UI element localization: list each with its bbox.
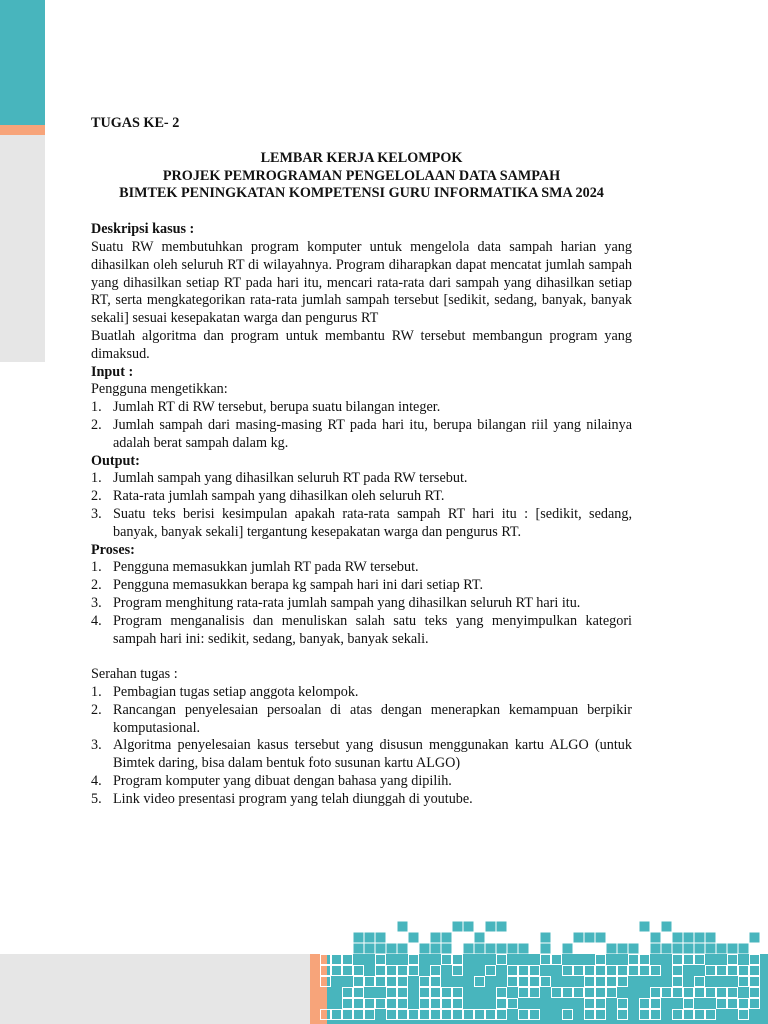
list-item-text: Jumlah sampah yang dihasilkan seluruh RT pada RW tersebut. bbox=[113, 470, 468, 487]
assignment-number: TUGAS KE- 2 bbox=[91, 115, 180, 131]
list-number: 2. bbox=[91, 701, 102, 718]
list-item bbox=[91, 684, 632, 702]
list-item bbox=[91, 791, 632, 809]
list-item-text: Jumlah RT di RW tersebut, berupa suatu bilangan integer. bbox=[113, 399, 441, 416]
left-teal-bar bbox=[0, 0, 45, 125]
list-item bbox=[91, 613, 632, 649]
input-list bbox=[91, 399, 632, 452]
list-number: 5. bbox=[91, 790, 102, 807]
bottom-gray-band bbox=[0, 954, 310, 1024]
list-number: 3. bbox=[91, 737, 102, 754]
deskripsi-paragraph-2: Buatlah algoritma dan program untuk membantu RW tersebut membangun program yang dimaksud. bbox=[91, 327, 632, 362]
list-item bbox=[91, 506, 632, 542]
proses-list bbox=[91, 559, 632, 648]
worksheet-title-block bbox=[91, 150, 632, 203]
list-item-text: Algoritma penyelesaian kasus tersebut yang disusun menggunakan kartu ALGO (untuk Bimtek daring, bisa dalam bentuk foto susunan kartu ALGO) bbox=[113, 737, 632, 772]
list-item bbox=[91, 773, 632, 791]
pixel-mosaic-decoration bbox=[320, 910, 768, 1024]
list-number: 2. bbox=[91, 577, 102, 594]
deskripsi-paragraph-1: Suatu RW membutuhkan program komputer untuk mengelola data sampah harian yang dihasilkan oleh seluruh RT di wilayahnya. Program diharapkan dapat mencatat jumlah sampah yang dihasilkan setiap RT pada hari itu, mencari rata-rata dari sampah yang dihasilkan setiap RT, serta mengkategorikan rata-rata jumlah sampah tersebut [sedikit, sedang, banyak, banyak sekali] sesuai kesepakatan warga dan pengurus RT bbox=[91, 238, 632, 327]
deskripsi-heading: Deskripsi kasus : bbox=[91, 221, 195, 238]
list-number: 4. bbox=[91, 612, 102, 629]
list-item bbox=[91, 737, 632, 773]
list-number: 1. bbox=[91, 683, 102, 700]
list-number: 2. bbox=[91, 488, 102, 505]
list-item-text: Program komputer yang dibuat dengan bahasa yang dipilih. bbox=[113, 772, 452, 789]
list-number: 3. bbox=[91, 505, 102, 522]
list-item-text: Pembagian tugas setiap anggota kelompok. bbox=[113, 683, 359, 700]
list-number: 3. bbox=[91, 594, 102, 611]
list-item bbox=[91, 559, 632, 577]
list-item bbox=[91, 595, 632, 613]
list-item bbox=[91, 399, 632, 417]
list-item-text: Rancangan penyelesaian persoalan di atas dengan menerapkan kemampuan berpikir komputasional. bbox=[113, 701, 632, 736]
left-orange-stripe bbox=[0, 125, 45, 135]
worksheet-title-line-1: LEMBAR KERJA KELOMPOK bbox=[260, 149, 463, 166]
list-number: 2. bbox=[91, 416, 102, 433]
list-item-text: Link video presentasi program yang telah diunggah di youtube. bbox=[113, 790, 473, 807]
worksheet-title-line-2: PROJEK PEMROGRAMAN PENGELOLAAN DATA SAMPAH bbox=[162, 167, 561, 184]
proses-heading: Proses: bbox=[91, 541, 135, 558]
worksheet-document bbox=[91, 115, 632, 808]
list-item-text: Suatu teks berisi kesimpulan apakah rata-rata sampah RT hari itu : [sedikit, sedang, banyak, banyak sekali] tergantung kesepakatan warga dan pengurus RT. bbox=[113, 505, 632, 540]
list-item bbox=[91, 577, 632, 595]
serahan-heading: Serahan tugas : bbox=[91, 666, 178, 683]
list-item-text: Pengguna memasukkan berapa kg sampah hari ini dari setiap RT. bbox=[113, 577, 484, 594]
output-list bbox=[91, 470, 632, 541]
list-number: 4. bbox=[91, 772, 102, 789]
list-item-text: Jumlah sampah dari masing-masing RT pada hari itu, berupa bilangan riil yang nilainya adalah berat sampah dalam kg. bbox=[113, 416, 632, 451]
list-item bbox=[91, 702, 632, 738]
list-number: 1. bbox=[91, 559, 102, 576]
list-item-text: Rata-rata jumlah sampah yang dihasilkan oleh seluruh RT. bbox=[113, 488, 445, 505]
left-gray-bar bbox=[0, 135, 45, 362]
worksheet-title-line-3: BIMTEK PENINGKATAN KOMPETENSI GURU INFORMATIKA SMA 2024 bbox=[119, 185, 604, 202]
input-heading: Input : bbox=[91, 363, 134, 380]
output-heading: Output: bbox=[91, 452, 140, 469]
list-item-text: Program menghitung rata-rata jumlah sampah yang dihasilkan seluruh RT hari itu. bbox=[113, 594, 581, 611]
list-number: 1. bbox=[91, 399, 102, 416]
list-item-text: Program menganalisis dan menuliskan salah satu teks yang menyimpulkan kategori sampah hari ini: sedikit, sedang, banyak, banyak sekali. bbox=[113, 612, 632, 647]
input-intro: Pengguna mengetikkan: bbox=[91, 381, 228, 398]
list-item bbox=[91, 488, 632, 506]
serahan-list bbox=[91, 684, 632, 809]
section-spacer bbox=[91, 648, 632, 666]
list-item bbox=[91, 470, 632, 488]
list-item-text: Pengguna memasukkan jumlah RT pada RW tersebut. bbox=[113, 559, 419, 576]
list-number: 1. bbox=[91, 470, 102, 487]
list-item bbox=[91, 417, 632, 453]
